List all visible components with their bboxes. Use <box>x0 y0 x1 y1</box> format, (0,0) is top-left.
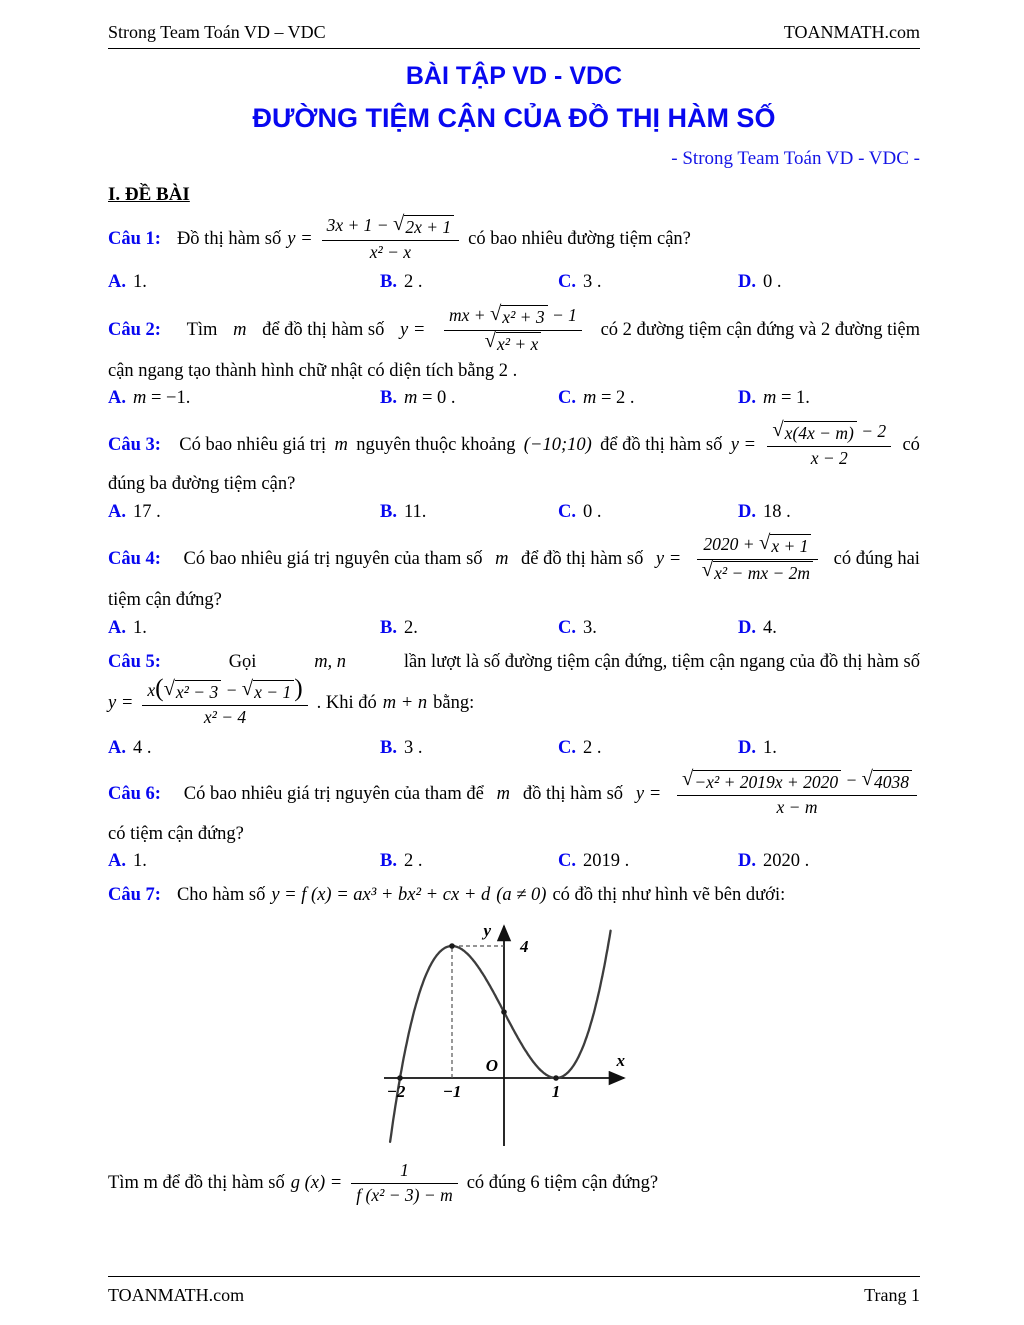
fraction-bar <box>767 446 891 447</box>
cubic-graph <box>108 916 920 1148</box>
answer-letter: B. <box>380 737 397 758</box>
answer-value: m = −1. <box>133 388 191 409</box>
answer-letter: C. <box>558 501 576 522</box>
header-right-text: TOANMATH.com <box>783 22 920 42</box>
header-left-text: Strong Team Toán VD – VDC <box>108 22 326 42</box>
question-label: Câu 1: <box>108 228 161 249</box>
formula-inline: y = f (x) = ax³ + bx² + cx + d <box>271 885 491 906</box>
key-point-dot <box>553 1075 559 1081</box>
answer-option <box>380 738 558 759</box>
answer-option <box>108 388 380 409</box>
fraction-bar <box>444 330 582 331</box>
answer-option <box>558 388 738 409</box>
answer-option <box>380 502 558 523</box>
answer-value: 2 . <box>403 851 423 872</box>
sqrt: √ x² + 3 <box>490 305 548 329</box>
answer-letter: A. <box>108 272 126 293</box>
answer-row <box>108 615 920 641</box>
answer-value: m = 0 . <box>403 388 456 409</box>
formula: g (x) = <box>290 1172 343 1193</box>
answer-option <box>558 502 738 523</box>
answer-letter: B. <box>380 851 397 872</box>
answer-row <box>108 270 920 296</box>
answer-letter: C. <box>558 388 576 409</box>
answer-value: m = 1. <box>763 388 810 409</box>
question-label: Câu 6: <box>108 783 161 804</box>
fraction-bar <box>322 240 460 241</box>
answer-option <box>738 738 920 759</box>
answer-letter: C. <box>558 851 576 872</box>
question-continuation: có tiệm cận đứng? <box>108 823 244 844</box>
answer-option <box>380 851 558 872</box>
answer-option <box>738 851 920 872</box>
fraction: x( √ x² − 3 − √ x − 1 ) x² − 4 <box>142 678 307 729</box>
answer-value: 18 . <box>763 501 791 522</box>
question-label: Câu 7: <box>108 885 161 906</box>
fraction: 2020 + √ x + 1 √ x² − mx − 2m <box>697 534 818 585</box>
answer-option <box>738 272 920 293</box>
tick-label: 1 <box>551 1081 561 1101</box>
answer-letter: C. <box>558 272 576 293</box>
question-continuation: cận ngang tạo thành hình chữ nhật có diện tích bằng 2 . <box>108 360 518 381</box>
answer-value: 1. <box>763 737 777 758</box>
page-header <box>108 0 920 43</box>
tick-label: −1 <box>442 1081 462 1101</box>
doc-subtitle: ĐƯỜNG TIỆM CẬN CỦA ĐỒ THỊ HÀM SỐ <box>252 103 776 133</box>
doc-byline: - Strong Team Toán VD - VDC - <box>671 148 920 169</box>
answer-letter: C. <box>558 737 576 758</box>
question-label: Câu 4: <box>108 549 161 570</box>
question-continuation: đúng ba đường tiệm cận? <box>108 474 296 495</box>
fraction-bar <box>677 795 917 796</box>
sqrt: √ x² − mx − 2m <box>702 561 813 585</box>
answer-value: 2019 . <box>583 851 630 872</box>
question-2: Câu 2: Tìm m để đồ thị hàm số y = mx + √ x² + 3 − 1 √ x² + x có 2 đường tiệm cận đứng và 2 đường tiệm cận ngang tạo thành hình chữ nhật có diện tích bằng 2 . A. m = −1. B. m = 0 . C. m = 2 . D. m = 1. <box>108 303 920 412</box>
key-point-dot <box>501 1009 507 1015</box>
question-label: Câu 5: <box>108 651 161 672</box>
doc-title: BÀI TẬP VD - VDC <box>405 62 623 90</box>
fraction: $\frac{1}{\text{f (x² − 3) − m}}$ <box>351 1160 457 1207</box>
answer-letter: A. <box>108 851 126 872</box>
answer-letter: A. <box>108 737 126 758</box>
answer-value: 2020 . <box>763 851 810 872</box>
x-axis-label: x <box>616 1050 625 1070</box>
answer-option <box>108 272 380 293</box>
answer-letter: D. <box>738 737 756 758</box>
question-4: Câu 4: Có bao nhiêu giá trị nguyên của tham số m để đồ thị hàm số y = 2020 + √ x + 1 √ x² − mx − 2m có đúng hai tiệm cận đứng? A. 1. B. 2. C. 3. D. 4. <box>108 532 920 641</box>
section-heading: I. ĐỀ BÀI <box>108 184 190 205</box>
key-point-dot <box>449 943 455 949</box>
sqrt: √ 4038 <box>862 770 912 794</box>
fraction: √ x(4x − m) − 2 x − 2 <box>767 421 891 470</box>
question-continuation: tiệm cận đứng? <box>108 590 222 611</box>
answer-value: 2 . <box>403 272 423 293</box>
answer-value: 1. <box>133 851 147 872</box>
answer-letter: B. <box>380 501 397 522</box>
question-label: Câu 3: <box>108 434 161 455</box>
sqrt: √ −x² + 2019x + 2020 <box>682 770 841 794</box>
footer-left-text: TOANMATH.com <box>108 1285 245 1305</box>
key-point-dot <box>397 1075 403 1081</box>
tick-label: 4 <box>520 936 529 956</box>
answer-value: 2 . <box>583 737 602 758</box>
cubic-curve <box>390 931 610 1142</box>
answer-value: 3 . <box>583 272 602 293</box>
sqrt: √ x − 1 <box>242 680 294 704</box>
answer-option <box>108 738 380 759</box>
fraction: 3x + 1 − √ 2x + 1 x² − x <box>322 215 460 264</box>
answer-value: 3. <box>583 617 597 638</box>
answer-option <box>558 272 738 293</box>
point-dots <box>397 943 559 1081</box>
question-7: Câu 7: Cho hàm số y = f (x) = ax³ + bx² + cx + d (a ≠ 0) có đồ thị như hình vẽ bên dưới: −2 −1 1 4 x y O Tìm m để đồ thị hàm số g (x) = $\frac{1}{\text{f (x² − 3) − m}}$ có đúng 6 tiệm cận đứng? <box>108 882 920 1209</box>
answer-value: 4 . <box>133 737 152 758</box>
answer-letter: B. <box>380 388 397 409</box>
answer-value: 4. <box>763 617 777 638</box>
question-7-closing: Tìm m để đồ thị hàm số g (x) = $\frac{1}{\text{f (x² − 3) − m}}$ có đúng 6 tiệm cận đứng? <box>108 1159 659 1205</box>
sqrt: √ x(4x − m) <box>772 421 856 445</box>
formula: y = <box>730 434 757 455</box>
answer-value: 1. <box>133 617 147 638</box>
answer-letter: D. <box>738 617 756 638</box>
answer-row <box>108 386 920 412</box>
fraction: mx + √ x² + 3 − 1 √ x² + x <box>444 305 582 356</box>
fraction-bar <box>142 705 307 706</box>
formula: y = <box>655 549 682 570</box>
question-label: Câu 2: <box>108 319 161 340</box>
footer-right-text: Trang 1 <box>864 1285 920 1305</box>
answer-row <box>108 735 920 761</box>
sqrt: √ 2x + 1 <box>393 215 454 239</box>
sqrt: √ x + 1 <box>759 534 811 558</box>
answer-value: 11. <box>403 501 427 522</box>
answer-option <box>558 618 738 639</box>
formula: y = <box>287 228 313 249</box>
answer-letter: B. <box>380 617 397 638</box>
answer-option <box>558 851 738 872</box>
cubic-graph-svg <box>378 916 650 1148</box>
answer-value: 17 . <box>133 501 161 522</box>
answer-row <box>108 849 920 875</box>
y-axis-label: y <box>483 920 491 940</box>
answer-value: 2. <box>403 617 418 638</box>
tick-label: −2 <box>386 1081 406 1101</box>
answer-option <box>380 388 558 409</box>
answer-letter: B. <box>380 272 397 293</box>
fraction-bar <box>697 559 818 560</box>
answer-option <box>380 272 558 293</box>
sqrt: √ x² + x <box>485 332 542 356</box>
formula: y = <box>635 783 662 804</box>
answer-option <box>738 502 920 523</box>
question-5: Câu 5: Gọi m, n lần lượt là số đường tiệm cận đứng, tiệm cận ngang của đồ thị hàm số y = x( √ x² − 3 − √ x − 1 ) x² − 4 . Khi đó m + n bằng: A. 4 . B. 3 . C. 2 . D. 1. <box>108 648 920 761</box>
answer-letter: D. <box>738 851 756 872</box>
question-6: Câu 6: Có bao nhiêu giá trị nguyên của tham để m đồ thị hàm số y = √ −x² + 2019x + 2020 − √ 4038 x − m có tiệm cận đứng? A. 1. B. 2 . C. 2019 . D. 2020 . <box>108 768 920 875</box>
sqrt: √ x² − 3 <box>164 680 222 704</box>
answer-option <box>738 618 920 639</box>
answer-option <box>380 618 558 639</box>
answer-option <box>558 738 738 759</box>
answer-value: 1. <box>133 272 147 293</box>
header-rule <box>108 48 920 49</box>
answer-letter: D. <box>738 272 756 293</box>
fraction-bar <box>351 1183 457 1184</box>
answer-option <box>108 618 380 639</box>
formula: y = <box>108 693 134 714</box>
answer-value: 0 . <box>763 272 782 293</box>
answer-letter: A. <box>108 501 126 522</box>
fraction: √ −x² + 2019x + 2020 − √ 4038 x − m <box>677 770 917 819</box>
answer-option <box>108 502 380 523</box>
answer-option <box>738 388 920 409</box>
answer-value: 0 . <box>583 501 602 522</box>
question-3: Câu 3: Có bao nhiêu giá trị m nguyên thuộc khoảng (−10;10) để đồ thị hàm số y = √ x(4x − m) − 2 x − 2 có đúng ba đường tiệm cận? A. 17 . B. 11. C. 0 . D. 18 . <box>108 419 920 526</box>
page-footer <box>108 1276 920 1306</box>
question-1: Câu 1: Đồ thị hàm số y = 3x + 1 − √ 2x + 1 x² − x có bao nhiêu đường tiệm cận? A. 1. B. 2 . C. 3 . D. 0 . <box>108 213 920 296</box>
answer-letter: D. <box>738 388 756 409</box>
formula: y = <box>400 319 426 340</box>
answer-letter: D. <box>738 501 756 522</box>
origin-label: O <box>485 1055 498 1075</box>
answer-row <box>108 499 920 525</box>
answer-letter: C. <box>558 617 576 638</box>
answer-value: m = 2 . <box>583 388 635 409</box>
answer-option <box>108 851 380 872</box>
answer-letter: A. <box>108 617 126 638</box>
answer-value: 3 . <box>403 737 423 758</box>
answer-letter: A. <box>108 388 126 409</box>
